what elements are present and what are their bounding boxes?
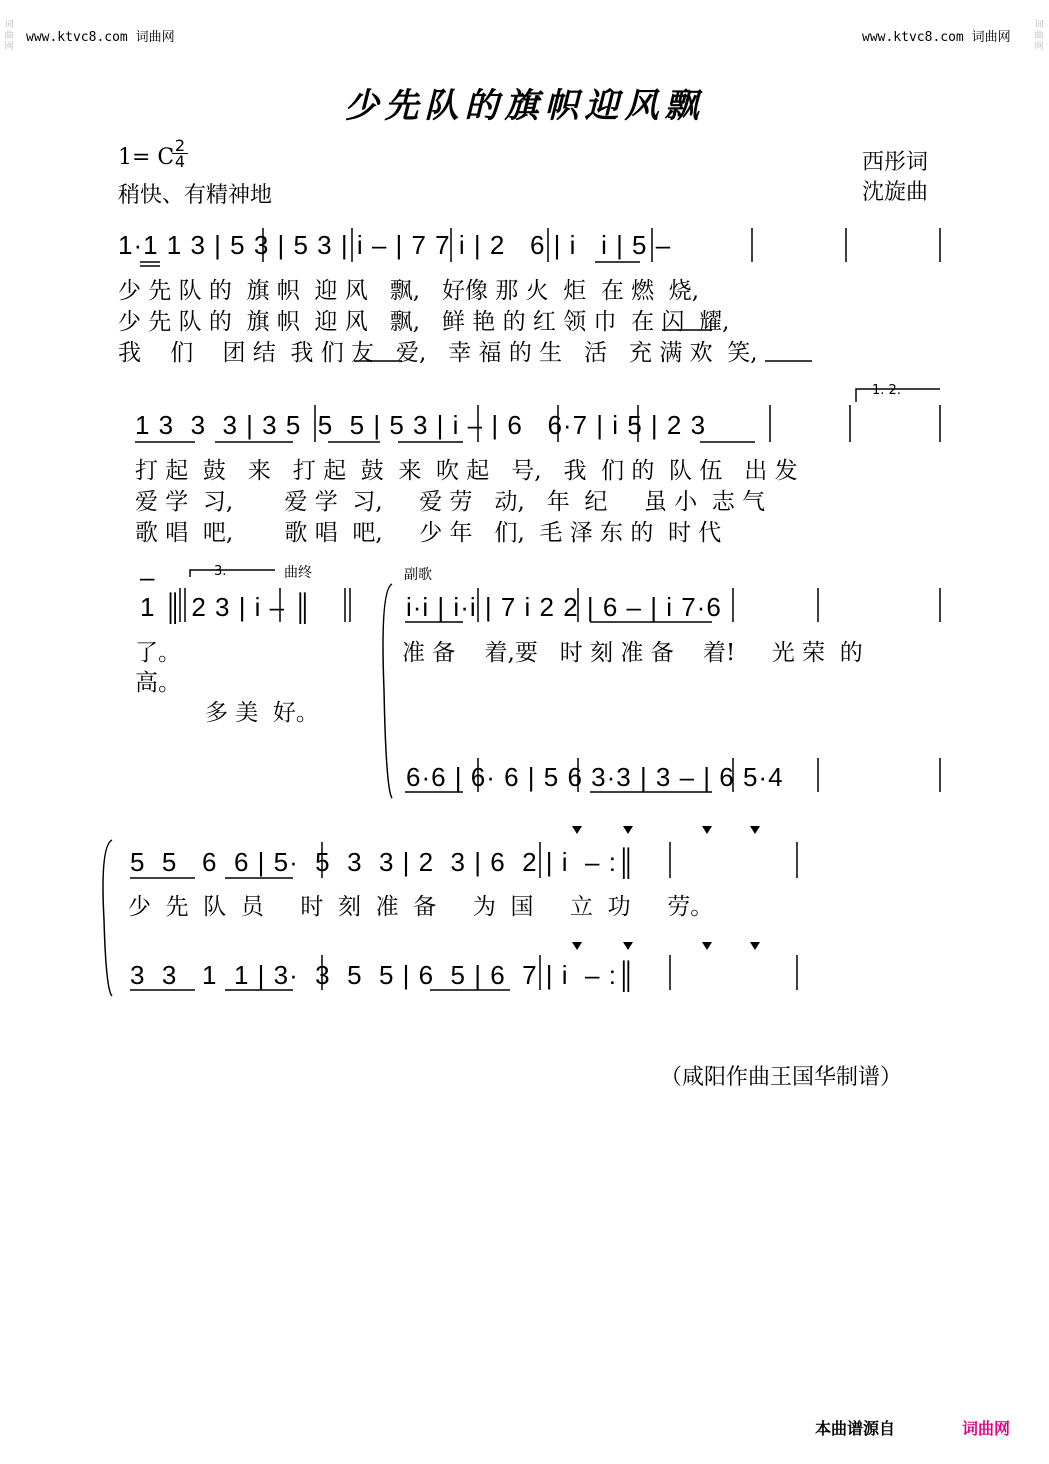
system4-upper-notes: 5 5 6 6 | 5· 5 3 3 | 2 3 | 6 2 | i – :║ xyxy=(130,847,637,877)
footer-source-label: 本曲谱源自 xyxy=(815,1419,896,1438)
transcriber-credit: （咸阳作曲王国华制谱） xyxy=(660,1065,903,1090)
header-site-left[interactable]: www.ktvc8.com 词曲网 xyxy=(26,30,175,45)
system4-lower-notes: 3 3 1 1 | 3· 3 5 5 | 6 5 | 6 7 | i – :║ xyxy=(130,960,637,990)
system3-lyrics-verse3-end: 多 美 好。 xyxy=(205,700,319,726)
system3-lyrics-verse1-end: 了。 xyxy=(135,640,181,666)
chorus-upper-notes: i·i | i·i | 7 i 2 2 | 6 – | i 7·6 xyxy=(406,592,722,622)
accent-mark xyxy=(623,826,633,834)
system3-notes-ending: – 1 ║ 2 3 | i – ║ xyxy=(140,562,313,622)
chorus-label: 副歌 xyxy=(404,567,432,583)
system1-lyrics-verse2: 少 先 队 的 旗 帜 迎 风 飘, 鲜 艳 的 红 领 巾 在 闪 耀, xyxy=(118,309,730,335)
time-signature-bottom: 4 xyxy=(172,153,188,169)
chorus-lyrics: 准 备 着,要 时 刻 准 备 着! 光 荣 的 xyxy=(402,640,863,666)
system4-brace xyxy=(103,840,112,996)
system1-notes: 1·1 1 3 | 5 3 | 5 3 | i – | 7 7 i | 2 6 | i i | 5 – xyxy=(118,230,672,260)
composer: 沈旋曲 xyxy=(862,180,929,205)
system2-volta: 1. 2. xyxy=(872,383,901,398)
accent-mark xyxy=(750,942,760,950)
volta-bracket xyxy=(856,389,940,402)
system1-lyrics-verse3: 我 们 团 结 我 们 友 爱, 幸 福 的 生 活 充 满 欢 笑, xyxy=(118,340,758,366)
tempo-marking: 稍快、有精神地 xyxy=(118,183,273,208)
system4-lyrics: 少 先 队 员 时 刻 准 备 为 国 立 功 劳。 xyxy=(128,894,714,920)
footer-site-link[interactable]: 词曲网 xyxy=(962,1419,1011,1438)
system2-lyrics-verse2: 爱 学 习, 爱 学 习, 爱 劳 动, 年 纪 虽 小 志 气 xyxy=(135,489,766,515)
chorus-brace xyxy=(383,584,392,798)
accent-mark xyxy=(702,826,712,834)
accent-mark xyxy=(572,942,582,950)
accent-mark xyxy=(702,942,712,950)
song-title: 少先队的旗帜迎风飘 xyxy=(344,86,705,126)
time-signature-top: 2 xyxy=(174,136,186,155)
system3-lyrics-verse2-end: 高。 xyxy=(135,670,181,696)
accent-mark xyxy=(572,826,582,834)
accent-mark xyxy=(750,826,760,834)
key-signature: 1= C xyxy=(118,145,175,170)
header-site-right[interactable]: www.ktvc8.com 词曲网 xyxy=(862,30,1011,45)
chorus-lower-notes: 6·6 | 6· 6 | 5 6 3·3 | 3 – | 6 5·4 xyxy=(406,762,784,792)
system3-volta: 3. xyxy=(214,564,227,579)
accent-mark xyxy=(623,942,633,950)
system1-lyrics-verse1: 少 先 队 的 旗 帜 迎 风 飘, 好像 那 火 炬 在 燃 烧, xyxy=(118,278,700,304)
volta-bracket xyxy=(190,570,275,577)
system2-lyrics-verse3: 歌 唱 吧, 歌 唱 吧, 少 年 们, 毛 泽 东 的 时 代 xyxy=(135,520,722,546)
system2-lyrics-verse1: 打 起 鼓 来 打 起 鼓 来 吹 起 号, 我 们 的 队 伍 出 发 xyxy=(135,458,798,484)
lyricist: 西彤词 xyxy=(862,150,929,175)
watermark-text: 词曲网 xyxy=(4,20,14,52)
system2-notes: 1 3 3 3 | 3 5 5 5 | 5 3 | i – | 6 6·7 | i 5 | 2 3 xyxy=(135,410,707,440)
watermark-text: 词曲网 xyxy=(1034,20,1044,52)
coda-label: 曲终 xyxy=(284,565,312,581)
